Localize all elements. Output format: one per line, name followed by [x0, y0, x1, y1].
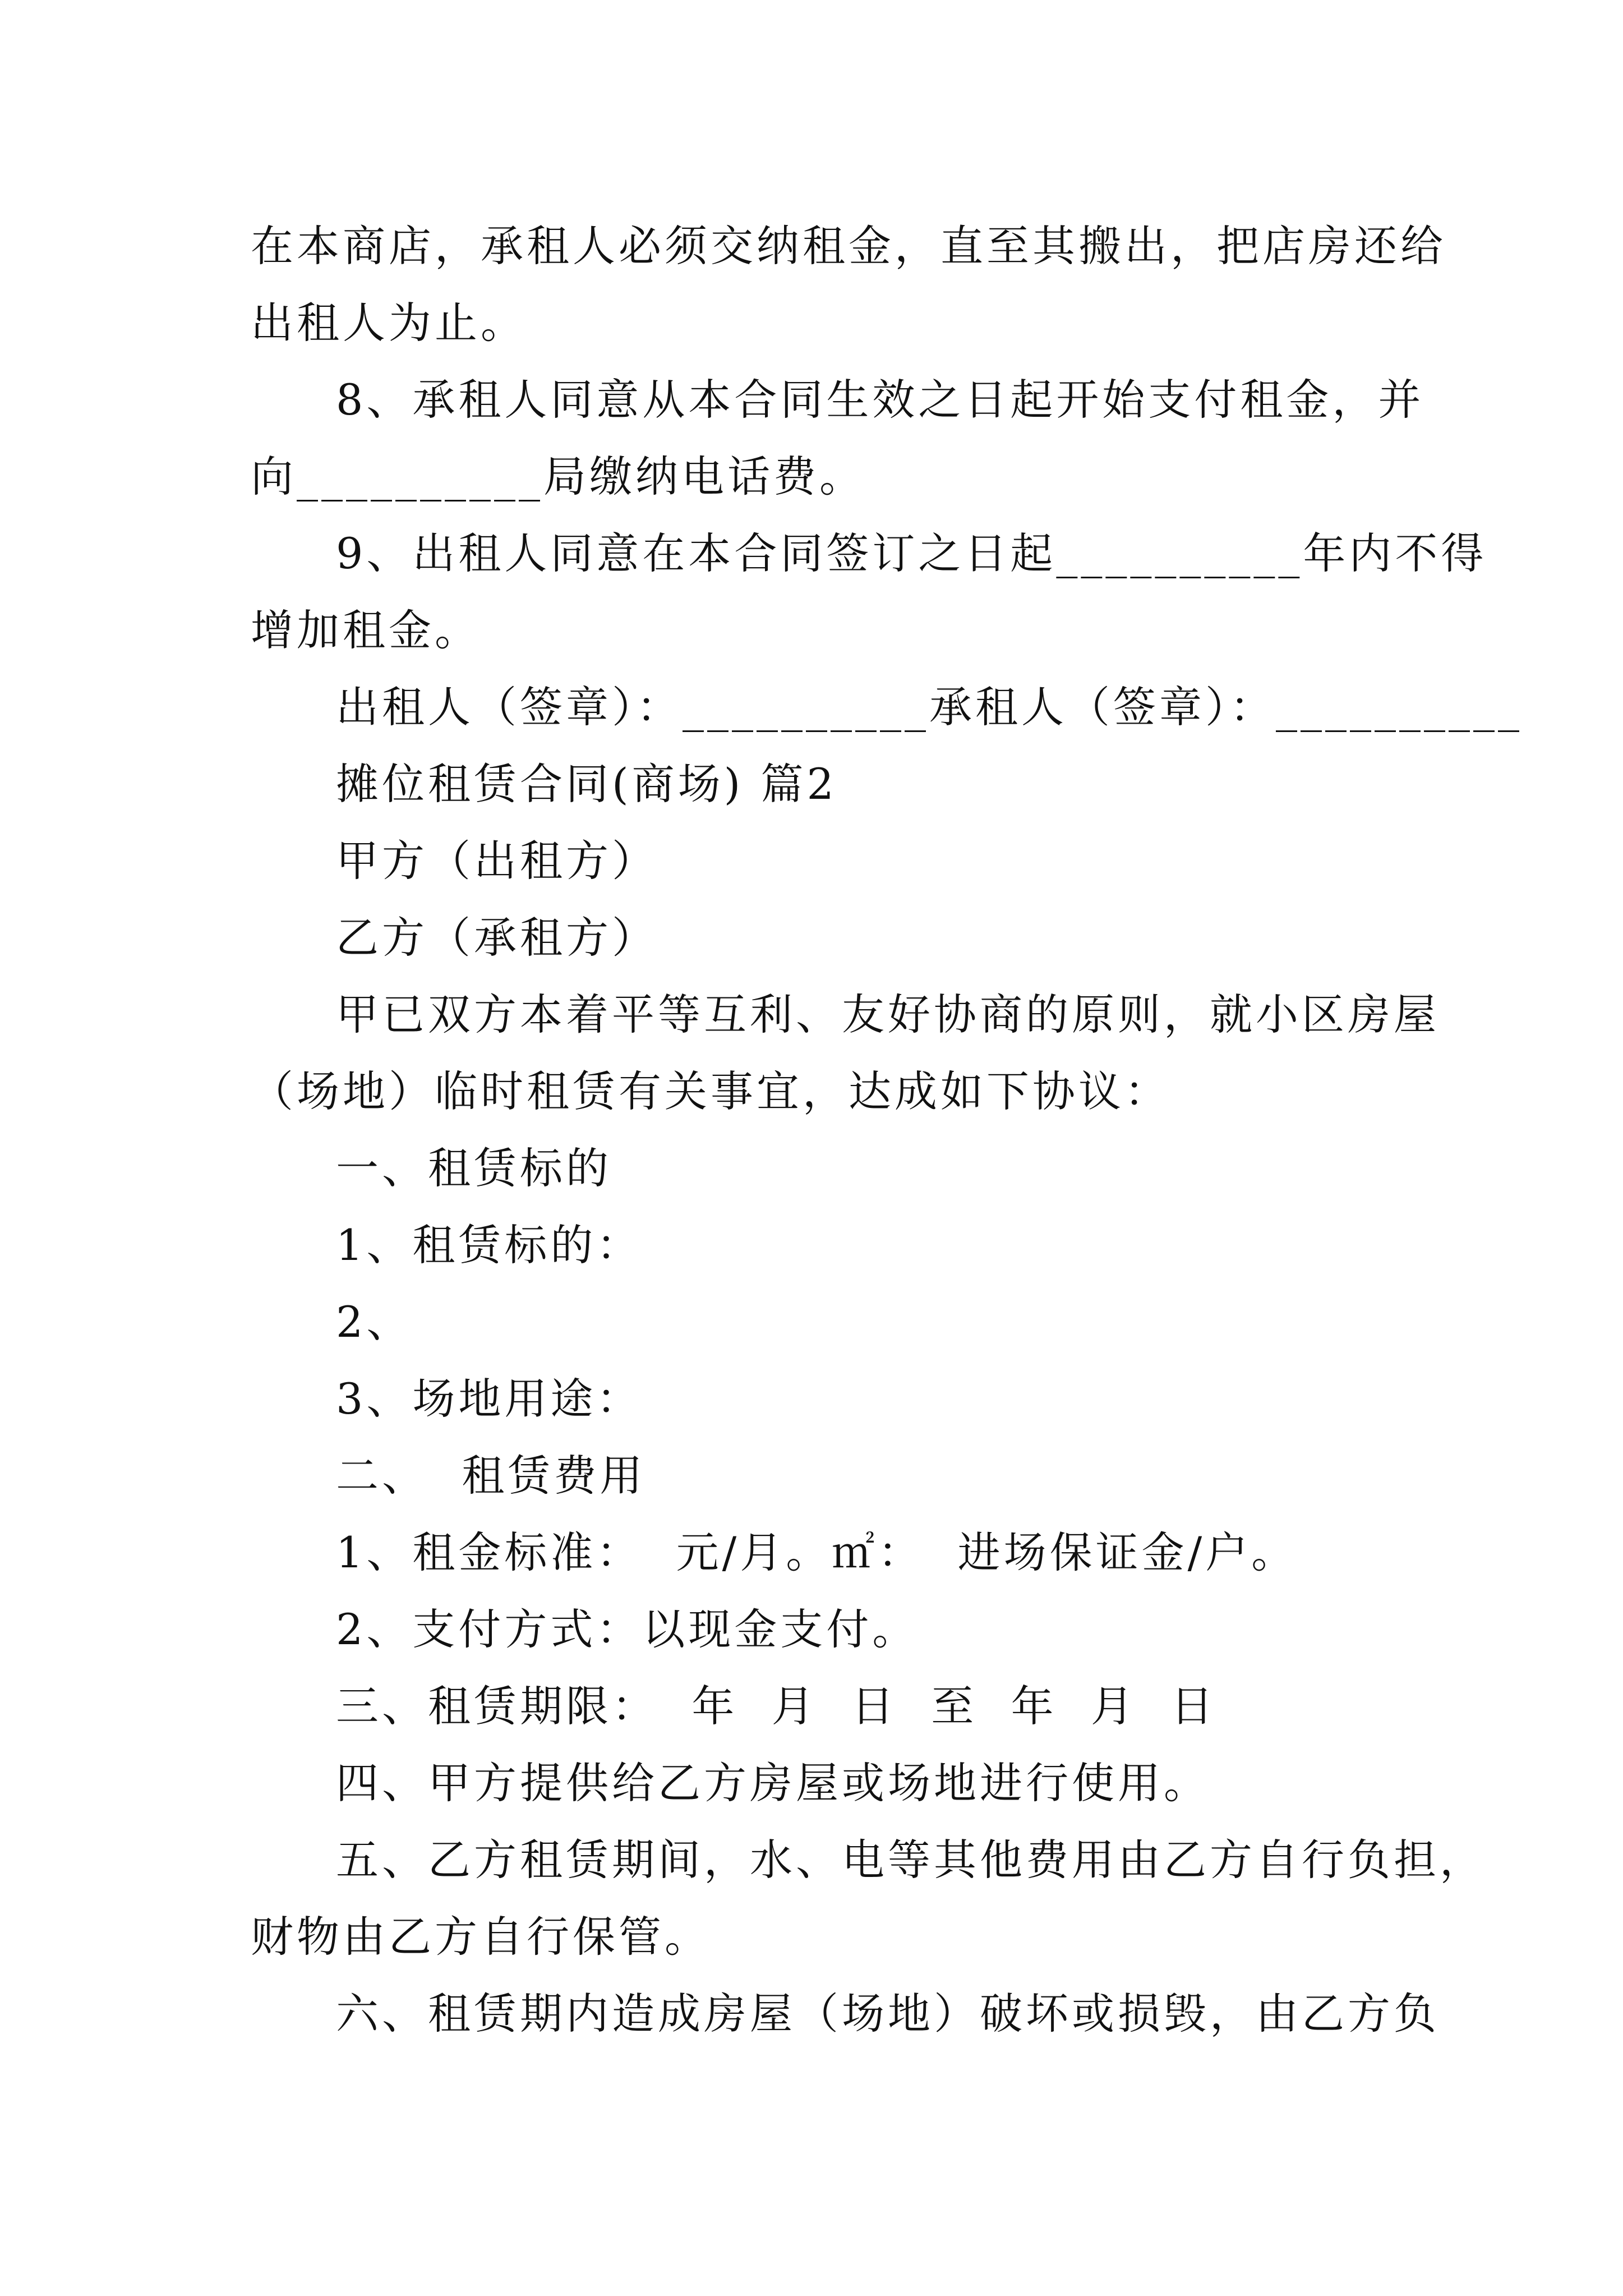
party-b: 乙方（承租方）	[336, 913, 658, 963]
text-line: 在本商店，承租人必须交纳租金，直至其搬出，把店房还给	[251, 221, 1446, 271]
text-line: 甲已双方本着平等互利、友好协商的原则，就小区房屋	[336, 990, 1440, 1039]
document-body	[251, 208, 1523, 2052]
clause-heading: 一、租赁标的	[336, 1143, 612, 1193]
text-line: 3、场地用途：	[336, 1374, 643, 1424]
clause-heading: 六、租赁期内造成房屋（场地）破坏或损毁，由乙方负	[336, 1989, 1440, 2039]
clause-heading: 四、甲方提供给乙方房屋或场地进行使用。	[336, 1758, 1210, 1808]
text-line: 出租人为止。	[251, 298, 527, 348]
text-line: 增加租金。	[251, 605, 481, 655]
text-line: 财物由乙方自行保管。	[251, 1912, 711, 1962]
text-line: 1、租金标准： 元/月。㎡： 进场保证金/户。	[336, 1527, 1298, 1577]
text-line: 8、承租人同意从本合同生效之日起开始支付租金，并	[336, 375, 1424, 425]
text-line: 9、出租人同意在本合同签订之日起__________年内不得	[336, 528, 1487, 578]
clause-heading: 二、 租赁费用	[336, 1451, 646, 1501]
text-line: 2、	[336, 1297, 413, 1347]
section-title: 摊位租赁合同(商场) 篇2	[336, 759, 837, 809]
text-line: （场地）临时租赁有关事宜，达成如下协议：	[251, 1066, 1170, 1116]
clause-heading: 五、乙方租赁期间，水、电等其他费用由乙方自行负担，	[336, 1835, 1486, 1885]
text-line: 2、支付方式：以现金支付。	[336, 1604, 919, 1654]
signature-line: 出租人（签章）：__________承租人（签章）：__________	[336, 682, 1523, 732]
clause-heading: 三、租赁期限： 年 月 日 至 年 月 日	[336, 1681, 1217, 1731]
text-line: 向__________局缴纳电话费。	[251, 452, 865, 501]
text-line: 1、租赁标的：	[336, 1220, 643, 1270]
party-a: 甲方（出租方）	[336, 836, 658, 886]
